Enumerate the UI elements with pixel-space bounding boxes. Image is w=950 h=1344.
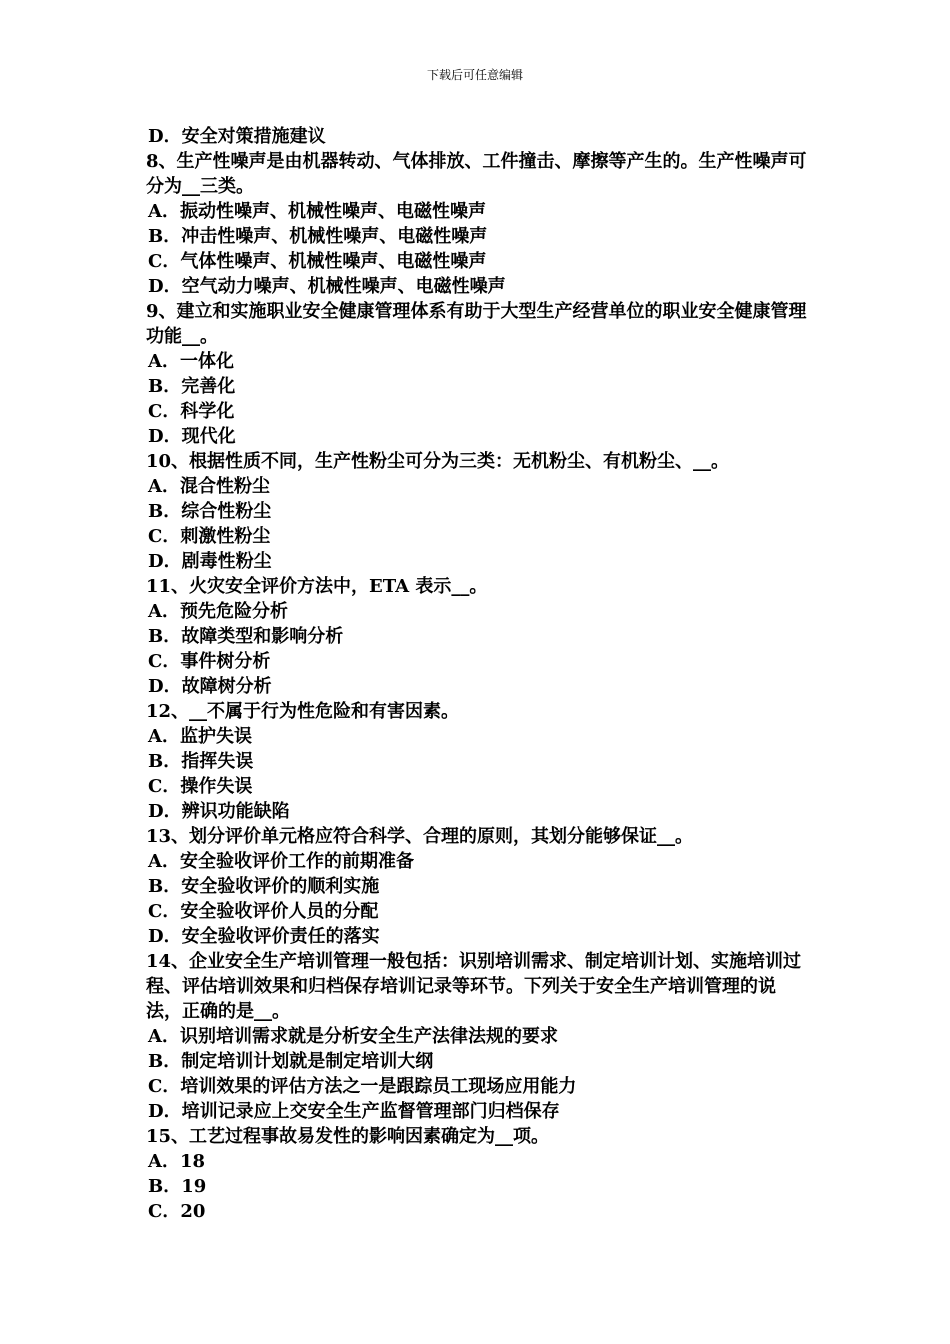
answer-option: D．现代化 <box>148 426 236 447</box>
answer-option: D．安全对策措施建议 <box>148 126 326 147</box>
answer-option: A．监护失误 <box>148 726 252 747</box>
answer-option: B．19 <box>148 1176 207 1197</box>
question-text: 15、工艺过程事故易发性的影响因素确定为__项。 <box>146 1126 550 1147</box>
answer-option: B．故障类型和影响分析 <box>148 626 344 647</box>
answer-option: C．安全验收评价人员的分配 <box>148 901 379 922</box>
document-body <box>146 124 811 1224</box>
answer-option: D．安全验收评价责任的落实 <box>148 926 380 947</box>
answer-option: D．剧毒性粉尘 <box>148 551 272 572</box>
answer-option: D．空气动力噪声、机械性噪声、电磁性噪声 <box>148 276 506 297</box>
question-text: 11、火灾安全评价方法中，ETA 表示__。 <box>146 576 488 597</box>
answer-option: C．事件树分析 <box>148 651 271 672</box>
question-text: 12、__不属于行为性危险和有害因素。 <box>146 701 460 722</box>
question-text: 9、建立和实施职业安全健康管理体系有助于大型生产经营单位的职业安全健康管理功能__。 <box>146 301 807 347</box>
answer-option: C．培训效果的评估方法之一是跟踪员工现场应用能力 <box>148 1076 577 1097</box>
answer-option: C．科学化 <box>148 401 235 422</box>
answer-option: B．冲击性噪声、机械性噪声、电磁性噪声 <box>148 226 488 247</box>
answer-option: B．综合性粉尘 <box>148 501 272 522</box>
answer-option: A．18 <box>148 1151 206 1172</box>
answer-option: B．指挥失误 <box>148 751 254 772</box>
answer-option: B．完善化 <box>148 376 236 397</box>
answer-option: A．混合性粉尘 <box>148 476 270 497</box>
question-text: 8、生产性噪声是由机器转动、气体排放、工件撞击、摩擦等产生的。生产性噪声可分为__三类。 <box>146 151 807 197</box>
answer-option: D．故障树分析 <box>148 676 272 697</box>
answer-option: B．制定培训计划就是制定培训大纲 <box>148 1051 434 1072</box>
answer-option: D．培训记录应上交安全生产监督管理部门归档保存 <box>148 1101 560 1122</box>
answer-option: C．气体性噪声、机械性噪声、电磁性噪声 <box>148 251 487 272</box>
answer-option: A．振动性噪声、机械性噪声、电磁性噪声 <box>148 201 486 222</box>
answer-option: D．辨识功能缺陷 <box>148 801 290 822</box>
answer-option: B．安全验收评价的顺利实施 <box>148 876 380 897</box>
question-text: 10、根据性质不同，生产性粉尘可分为三类：无机粉尘、有机粉尘、__。 <box>146 451 730 472</box>
answer-option: C．20 <box>148 1201 206 1222</box>
answer-option: A．识别培训需求就是分析安全生产法律法规的要求 <box>148 1026 558 1047</box>
page-header: 下载后可任意编辑 <box>426 68 523 82</box>
answer-option: C．刺激性粉尘 <box>148 526 271 547</box>
question-text: 14、企业安全生产培训管理一般包括：识别培训需求、制定培训计划、实施培训过程、评估培训效果和归档保存培训记录等环节。下列关于安全生产培训管理的说法，正确的是__。 <box>146 951 802 1022</box>
answer-option: A．一体化 <box>148 351 234 372</box>
answer-option: A．安全验收评价工作的前期准备 <box>148 851 414 872</box>
answer-option: C．操作失误 <box>148 776 253 797</box>
question-text: 13、划分评价单元格应符合科学、合理的原则，其划分能够保证__。 <box>146 826 694 847</box>
answer-option: A．预先危险分析 <box>148 601 288 622</box>
